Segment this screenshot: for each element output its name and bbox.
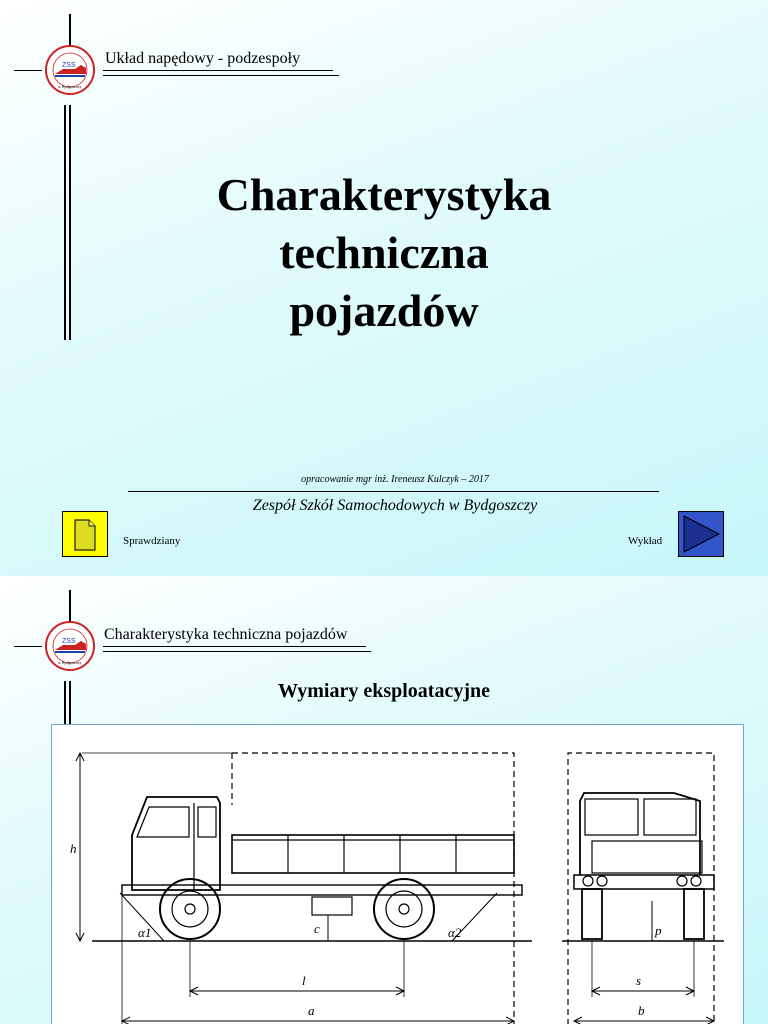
rear-wheel	[374, 879, 434, 939]
front-wheel	[160, 879, 220, 939]
departure-angle-label: α2	[448, 925, 462, 940]
lecture-link[interactable]: Wykład	[628, 535, 663, 547]
section-subtitle: Wymiary eksploatacyjne	[277, 680, 490, 702]
wheelbase-label: l	[302, 973, 306, 988]
content-slide	[0, 576, 768, 1024]
header-title: Układ napędowy - podzespoły	[105, 50, 301, 67]
decor-horizontal-line	[14, 646, 42, 647]
header-underline	[103, 646, 366, 647]
tests-button[interactable]	[62, 511, 108, 557]
footer-divider	[128, 491, 659, 492]
play-arrow-icon	[679, 512, 723, 556]
front-cab	[580, 793, 700, 875]
header-underline	[103, 75, 339, 76]
svg-text:w Bydgoszczy: w Bydgoszczy	[58, 84, 82, 89]
document-icon	[63, 512, 107, 556]
school-name: Zespół Szkół Samochodowych w Bydgoszczy	[252, 497, 538, 514]
clearance-label: c	[314, 921, 320, 936]
width-label: b	[638, 1003, 645, 1018]
approach-angle-label: α1	[138, 925, 152, 940]
tests-link[interactable]: Sprawdziany	[123, 535, 181, 547]
load-envelope	[232, 753, 514, 1024]
header-title: Charakterystyka techniczna pojazdów	[104, 626, 348, 643]
truck-dimensions-drawing	[51, 724, 744, 1024]
svg-text:ZSS: ZSS	[62, 62, 76, 69]
title-line: pojazdów	[289, 285, 479, 336]
decor-horizontal-line	[14, 70, 42, 71]
header-underline	[103, 651, 371, 652]
cargo-box	[232, 835, 514, 873]
title-line: Charakterystyka	[216, 169, 552, 220]
title-line: techniczna	[279, 227, 489, 278]
track-label: s	[636, 973, 642, 988]
next-button[interactable]	[678, 511, 724, 557]
school-logo	[44, 620, 96, 672]
length-label: a	[308, 1003, 315, 1018]
height-label: h	[70, 841, 77, 856]
author-credit: opracowanie mgr inż. Ireneusz Kulczyk – 2017	[301, 474, 489, 485]
svg-text:w Bydgoszczy: w Bydgoszczy	[58, 660, 82, 665]
header-underline	[103, 70, 333, 71]
svg-text:ZSS: ZSS	[62, 638, 76, 645]
cab-outline	[132, 797, 220, 890]
school-logo	[44, 44, 96, 96]
page-title	[0, 166, 768, 340]
tire-label: p	[655, 923, 662, 938]
